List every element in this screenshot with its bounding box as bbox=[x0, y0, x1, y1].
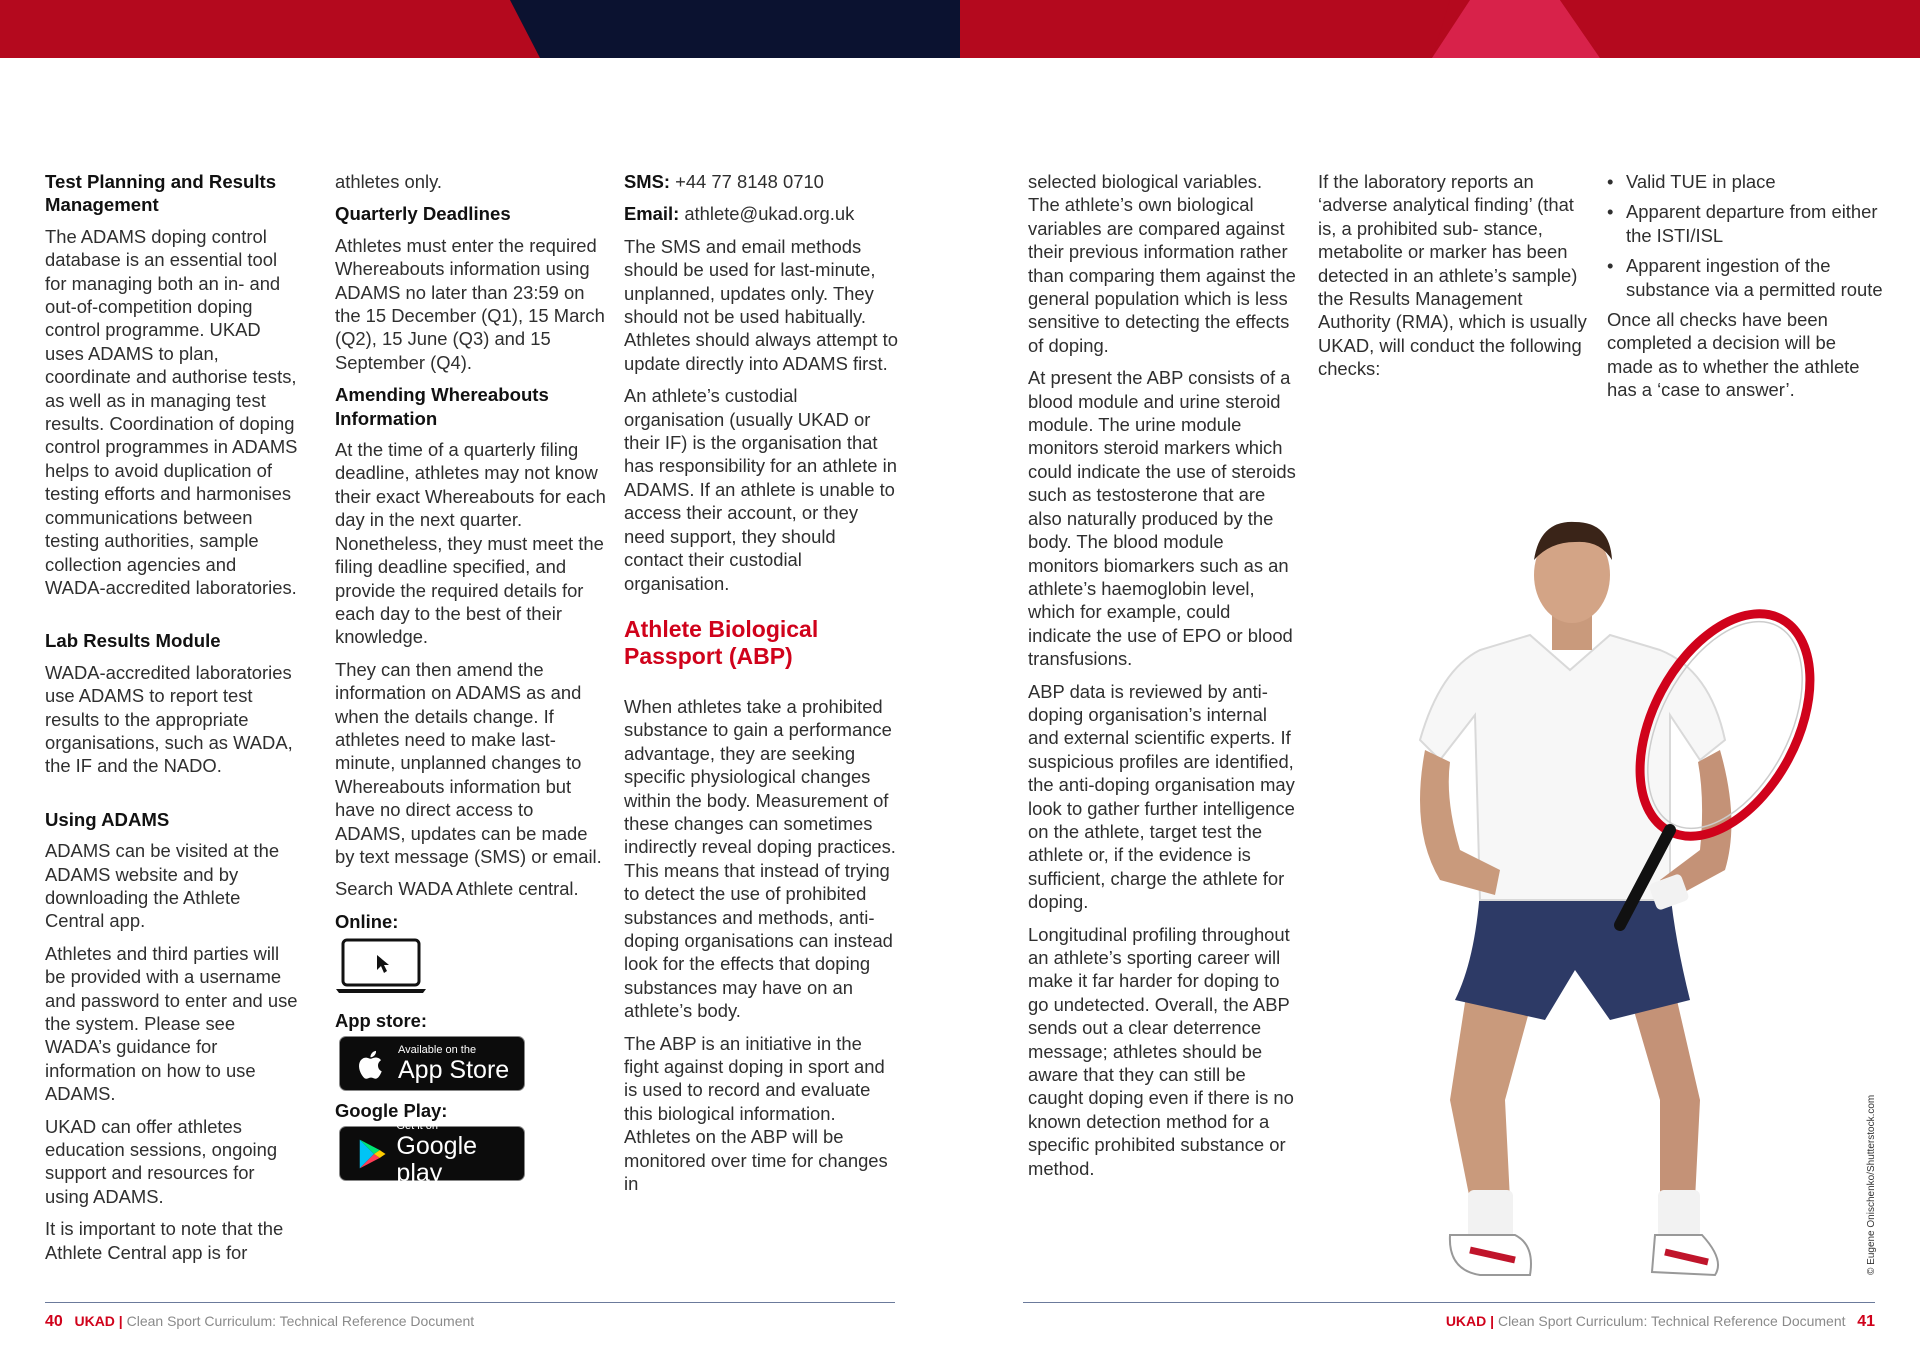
heading-test-planning: Test Planning and Results Management bbox=[45, 171, 277, 216]
page-number-left: 40 bbox=[45, 1313, 63, 1330]
heading-using-adams: Using ADAMS bbox=[45, 808, 170, 830]
email-label: Email: bbox=[624, 203, 680, 225]
google-play-badge[interactable] bbox=[339, 1120, 525, 1188]
footer-rule-left bbox=[45, 1302, 895, 1303]
footer-title-left: Clean Sport Curriculum: Technical Reference Document bbox=[122, 1313, 475, 1329]
paragraph-abp-review: ABP data is reviewed by anti-doping organisation’s internal and external scientific experts. If suspicious profiles are identified, the anti-doping organisation may look to gather further intelligence on the athlete, target test the athlete or, if the evidence is sufficient, charge the athlete for doping. bbox=[1028, 680, 1295, 913]
label-online: Online: bbox=[335, 910, 399, 932]
footer-left bbox=[45, 1313, 474, 1331]
apple-icon bbox=[354, 1046, 390, 1082]
sms-label: SMS: bbox=[624, 171, 670, 192]
paragraph-longitudinal-profiling: Longitudinal profiling throughout an athlete’s sporting career will make it far harder for doping to go undetected. Overall, the ABP sends out a clear deterrence message; athletes should be aware that they can still be caught doping even if there is no known detection method for a specific prohibited substance or method. bbox=[1028, 923, 1294, 1179]
email-line bbox=[624, 202, 899, 225]
banner-graphic bbox=[0, 0, 1920, 58]
app-store-badge[interactable] bbox=[339, 1036, 525, 1091]
top-banner bbox=[0, 0, 1920, 58]
paragraph-custodial-organisation: An athlete’s custodial organisation (usually UKAD or their IF) is the organisation that has responsibility for an athlete in ADAMS. If an athlete is unable to access their account, or they need support, they should contact their custodial organisation. bbox=[624, 385, 897, 594]
google-play-big-text: Google play bbox=[396, 1132, 478, 1188]
footer-brand-left: UKAD | bbox=[74, 1313, 123, 1329]
paragraph-sms-email-methods: The SMS and email methods should be used for last-minute, unplanned, updates only. They should not be used habitually. Athletes should always attempt to update directly into ADAMS first. bbox=[624, 235, 898, 374]
paragraph-using-adams-4: It is important to note that the Athlete Central app is for bbox=[45, 1218, 284, 1263]
paragraph-amending-2: They can then amend the information on ADAMS as and when the details change. If athletes need to make last-minute, unplanned changes to Whereabouts information but have no direct access to ADAMS, updates can be made by text message (SMS) or email. bbox=[335, 658, 602, 867]
column-1 bbox=[45, 170, 300, 1273]
heading-quarterly-deadlines: Quarterly Deadlines bbox=[335, 203, 511, 225]
footer-brand-right: UKAD | bbox=[1445, 1313, 1495, 1329]
heading-lab-results: Lab Results Module bbox=[45, 630, 221, 652]
label-google-play: Google Play: bbox=[335, 1100, 448, 1121]
google-play-small-text: Get it on bbox=[396, 1120, 438, 1133]
paragraph-adams-database: The ADAMS doping control database is an essential tool for managing both an in- and out-of-competition doping control programme. UKAD uses ADAMS to plan, coordinate and authorise tests, as well as in managing test results. Coordination of doping control programmes in ADAMS helps to avoid duplication of testing efforts and harmonises communications between testing authorities, sample collection agencies and WADA-accredited laboratories. bbox=[45, 225, 298, 598]
footer-right bbox=[1446, 1313, 1875, 1331]
list-item: • Apparent departure from either the ISTI/ISL bbox=[1607, 200, 1887, 247]
paragraph-using-adams-2: Athletes and third parties will be provided with a username and password to enter and use the system. Please see WADA’s guidance for information on how to use ADAMS. bbox=[45, 942, 298, 1105]
app-store-big-text: App Store bbox=[398, 1055, 510, 1084]
column-4 bbox=[1028, 170, 1298, 1189]
paragraph-amending-1: At the time of a quarterly filing deadline, athletes may not know their exact Whereabouts for each day in the next quarter. Nonetheless, they must meet the filing deadline specified, and provide the required details for each day to the best of their knowledge. bbox=[335, 439, 606, 648]
paragraph-lab-results: WADA-accredited laboratories use ADAMS to report test results to the appropriate organisations, such as WADA, the IF and the NADO. bbox=[45, 661, 293, 777]
column-6 bbox=[1607, 170, 1887, 411]
paragraph-abp-1: When athletes take a prohibited substance to gain a performance advantage, they are seeking specific physiological changes within the body. Measurement of these changes can sometimes indirectly reveal doping practices. This means that instead of trying to detect the use of prohibited substances and methods, anti-doping organisations can instead look for the effects that doping substances may have on an athlete’s body. bbox=[624, 695, 896, 1022]
footer-title-right: Clean Sport Curriculum: Technical Reference Document bbox=[1494, 1313, 1846, 1329]
heading-amending-whereabouts: Amending Whereabouts Information bbox=[335, 384, 549, 429]
column-3 bbox=[624, 170, 899, 1204]
checks-list bbox=[1607, 170, 1887, 301]
google-play-icon bbox=[354, 1136, 388, 1172]
paragraph-case-to-answer: Once all checks have been completed a decision will be made as to whether the athlete has a ‘case to answer’. bbox=[1607, 309, 1860, 401]
sms-line bbox=[624, 170, 899, 193]
list-item: • Valid TUE in place bbox=[1607, 170, 1887, 193]
paragraph-selected-variables: selected biological variables. The athlete’s own biological variables are compared against their previous information rather than comparing them against the general population which is less sensitive to detecting the effects of doping. bbox=[1028, 171, 1296, 356]
paragraph-quarterly-deadlines: Athletes must enter the required Whereabouts information using ADAMS no later than 23:59 on the 15 December (Q1), 15 March (Q2), 15 June (Q3) and 15 September (Q4). bbox=[335, 234, 605, 373]
paragraph-using-adams-1: ADAMS can be visited at the ADAMS website and by downloading the Athlete Central app. bbox=[45, 840, 280, 932]
paragraph-athletes-only: athletes only. bbox=[335, 171, 443, 192]
column-2 bbox=[335, 170, 607, 1189]
paragraph-using-adams-3: UKAD can offer athletes education sessions, ongoing support and resources for using ADAMS. bbox=[45, 1115, 278, 1207]
page-number-right: 41 bbox=[1857, 1313, 1875, 1330]
label-app-store: App store: bbox=[335, 1009, 427, 1031]
footer-rule-right bbox=[1023, 1302, 1875, 1303]
paragraph-laboratory-reports: If the laboratory reports an ‘adverse analytical finding’ (that is, a prohibited sub- stance, metabolite or marker has been detected in an athlete’s sample) the Results Management Authority (RMA), which is usually UKAD, will conduct the following checks: bbox=[1318, 171, 1587, 380]
photo-credit: © Eugene Onischenko/Shutterstock.com bbox=[1866, 1094, 1877, 1275]
paragraph-abp-2: The ABP is an initiative in the fight against doping in sport and is used to record and evaluate this biological information. Athletes on the ABP will be monitored over time for changes in bbox=[624, 1032, 888, 1195]
laptop-icon[interactable] bbox=[335, 937, 607, 1000]
app-store-small-text: Available on the bbox=[398, 1043, 477, 1056]
sms-number[interactable]: +44 77 8148 0710 bbox=[669, 171, 824, 192]
paragraph-abp-modules: At present the ABP consists of a blood module and urine steroid module. The urine module monitors steroid markers which could indicate the use of steroids such as testosterone that are also naturally produced by the body. The blood module monitors biomarkers such as an athlete’s haemoglobin level, which for example, could indicate the use of EPO or blood transfusions. bbox=[1028, 367, 1296, 670]
column-5 bbox=[1318, 170, 1590, 390]
paragraph-search-wada: Search WADA Athlete central. bbox=[335, 878, 579, 900]
email-address[interactable]: athlete@ukad.org.uk bbox=[679, 203, 855, 225]
list-item: • Apparent ingestion of the substance via a permitted route bbox=[1607, 254, 1887, 301]
tennis-player-photo bbox=[1330, 500, 1830, 1300]
heading-abp: Athlete Biological Passport (ABP) bbox=[624, 615, 819, 669]
